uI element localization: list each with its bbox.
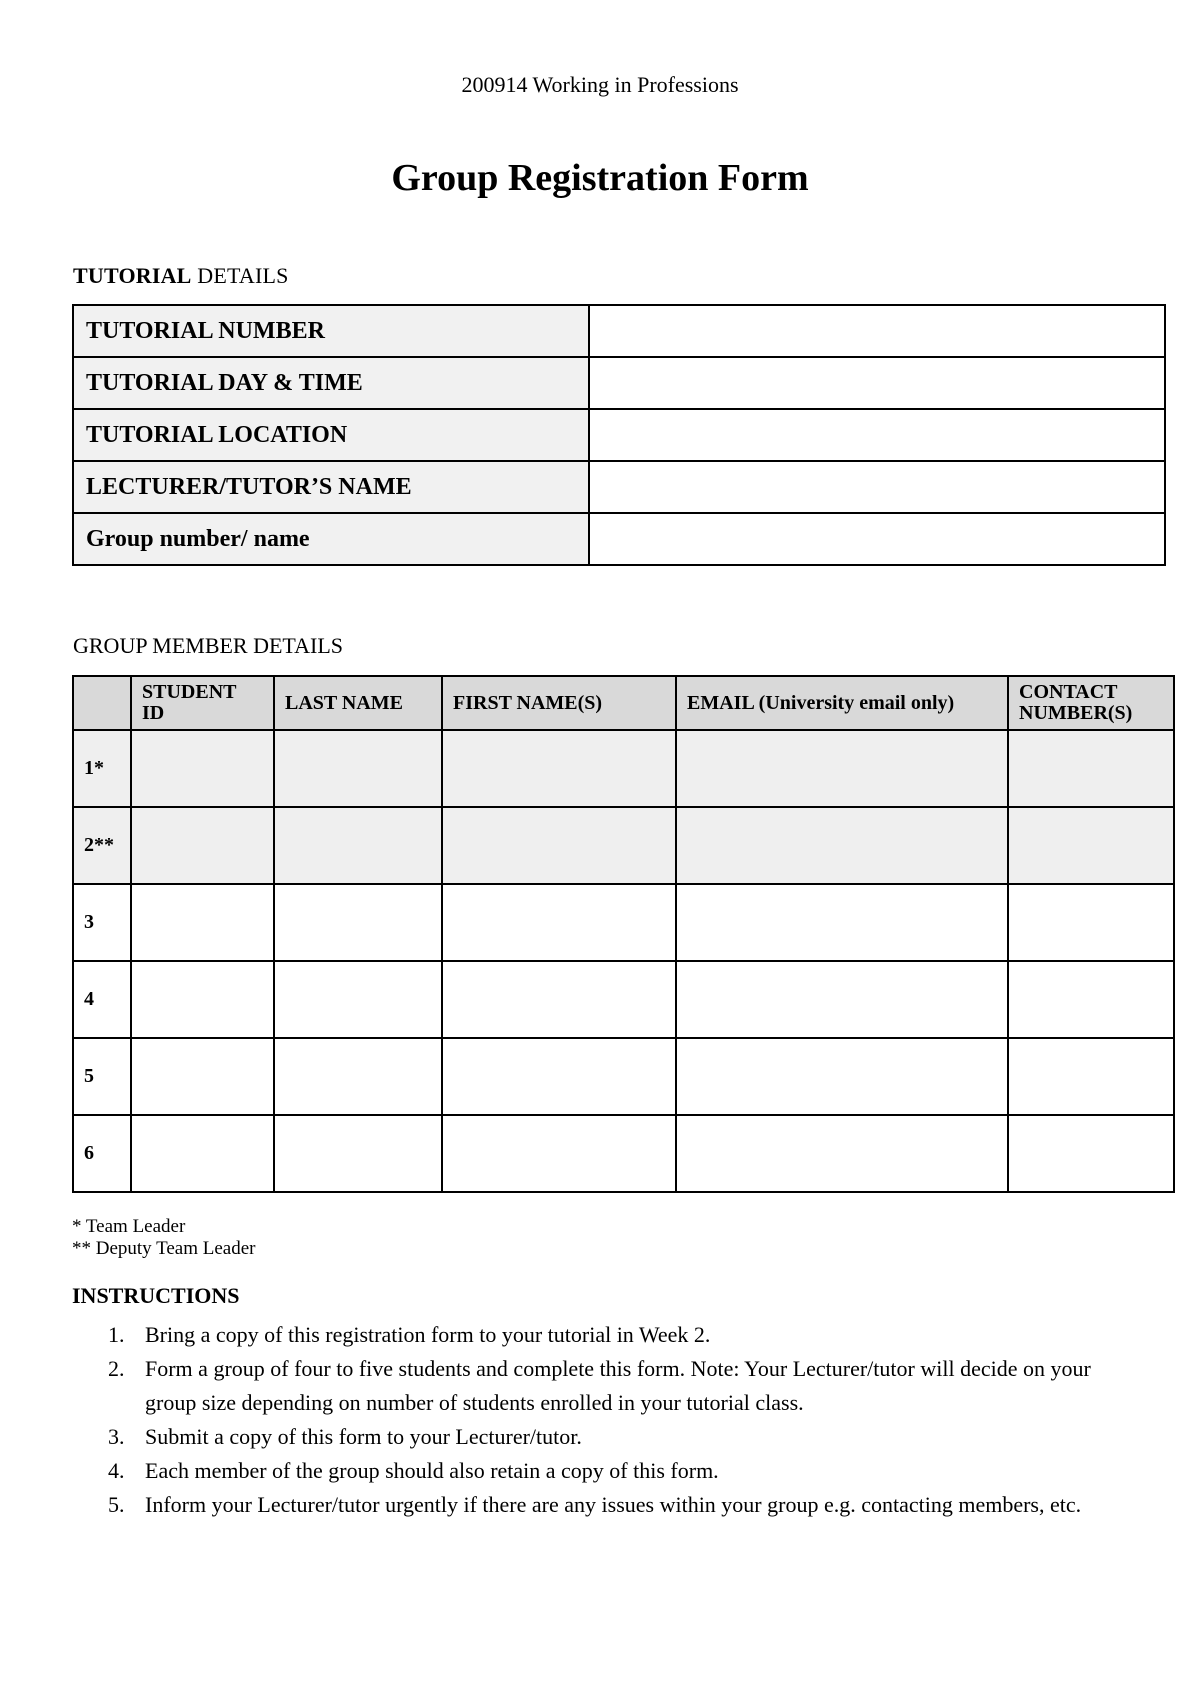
first-name-cell[interactable] bbox=[442, 1038, 676, 1115]
col-header-student-id: STUDENT ID bbox=[131, 676, 274, 730]
member-row bbox=[73, 1115, 1174, 1192]
instructions-heading: INSTRUCTIONS bbox=[72, 1283, 240, 1308]
member-row-number: 4 bbox=[73, 961, 131, 1038]
tutorial-row-group bbox=[73, 513, 1165, 565]
first-name-cell[interactable] bbox=[442, 807, 676, 884]
instruction-number: 2. bbox=[108, 1356, 125, 1381]
student-id-cell[interactable] bbox=[131, 884, 274, 961]
member-row bbox=[73, 961, 1174, 1038]
tutorial-details-table bbox=[72, 304, 1166, 566]
email-cell[interactable] bbox=[676, 961, 1008, 1038]
last-name-cell[interactable] bbox=[274, 807, 442, 884]
email-cell[interactable] bbox=[676, 884, 1008, 961]
tutorial-location-label: TUTORIAL LOCATION bbox=[73, 409, 589, 461]
student-id-cell[interactable] bbox=[131, 961, 274, 1038]
instruction-item bbox=[72, 1420, 1132, 1454]
first-name-cell[interactable] bbox=[442, 1115, 676, 1192]
email-cell[interactable] bbox=[676, 1115, 1008, 1192]
col-header-contact: CONTACT NUMBER(S) bbox=[1008, 676, 1174, 730]
contact-cell[interactable] bbox=[1008, 1038, 1174, 1115]
footnotes bbox=[72, 1216, 256, 1260]
member-details-heading: GROUP MEMBER DETAILS bbox=[73, 633, 343, 658]
email-cell[interactable] bbox=[676, 1038, 1008, 1115]
group-name-label: Group number/ name bbox=[73, 513, 589, 565]
instruction-text: Inform your Lecturer/tutor urgently if there are any issues within your group e.g. contacting members, etc. bbox=[145, 1492, 1082, 1517]
col-header-email: EMAIL (University email only) bbox=[676, 676, 1008, 730]
instruction-number: 5. bbox=[108, 1492, 125, 1517]
tutorial-row-number bbox=[73, 305, 1165, 357]
deputy-leader-note: ** Deputy Team Leader bbox=[72, 1238, 256, 1259]
tutorial-day-time-label: TUTORIAL DAY & TIME bbox=[73, 357, 589, 409]
group-name-field[interactable] bbox=[589, 513, 1165, 565]
first-name-cell[interactable] bbox=[442, 730, 676, 807]
last-name-cell[interactable] bbox=[274, 1115, 442, 1192]
col-header-first-name: FIRST NAME(S) bbox=[442, 676, 676, 730]
instruction-item bbox=[72, 1352, 1132, 1420]
instruction-text: Each member of the group should also retain a copy of this form. bbox=[145, 1458, 719, 1483]
tutorial-heading-bold: TUTORIAL bbox=[73, 263, 192, 288]
last-name-cell[interactable] bbox=[274, 730, 442, 807]
contact-cell[interactable] bbox=[1008, 1115, 1174, 1192]
member-details-table bbox=[72, 675, 1175, 1193]
email-cell[interactable] bbox=[676, 807, 1008, 884]
member-row bbox=[73, 807, 1174, 884]
instruction-item bbox=[72, 1488, 1132, 1522]
member-row-number: 5 bbox=[73, 1038, 131, 1115]
member-row-number: 3 bbox=[73, 884, 131, 961]
member-row bbox=[73, 884, 1174, 961]
instruction-text: Submit a copy of this form to your Lecturer/tutor. bbox=[145, 1424, 582, 1449]
student-id-cell[interactable] bbox=[131, 807, 274, 884]
team-leader-note: * Team Leader bbox=[72, 1216, 186, 1237]
email-cell[interactable] bbox=[676, 730, 1008, 807]
tutorial-location-field[interactable] bbox=[589, 409, 1165, 461]
tutorial-details-heading bbox=[73, 263, 289, 289]
contact-cell[interactable] bbox=[1008, 961, 1174, 1038]
student-id-cell[interactable] bbox=[131, 1115, 274, 1192]
instruction-number: 3. bbox=[108, 1424, 125, 1449]
contact-cell[interactable] bbox=[1008, 807, 1174, 884]
member-row-number: 6 bbox=[73, 1115, 131, 1192]
member-row bbox=[73, 730, 1174, 807]
instruction-item bbox=[72, 1454, 1132, 1488]
unit-code: 200914 Working in Professions bbox=[461, 72, 739, 97]
tutorial-row-tutor bbox=[73, 461, 1165, 513]
last-name-cell[interactable] bbox=[274, 961, 442, 1038]
tutorial-number-field[interactable] bbox=[589, 305, 1165, 357]
instruction-number: 4. bbox=[108, 1458, 125, 1483]
instruction-text: Bring a copy of this registration form to your tutorial in Week 2. bbox=[145, 1322, 711, 1347]
contact-cell[interactable] bbox=[1008, 730, 1174, 807]
first-name-cell[interactable] bbox=[442, 961, 676, 1038]
member-header-row bbox=[73, 676, 1174, 730]
instruction-text: Form a group of four to five students and complete this form. Note: Your Lecturer/tutor will decide on your group size depending on number of students enrolled in your tutorial class. bbox=[145, 1356, 1091, 1415]
tutorial-day-time-field[interactable] bbox=[589, 357, 1165, 409]
tutorial-number-label: TUTORIAL NUMBER bbox=[73, 305, 589, 357]
tutorial-row-day-time bbox=[73, 357, 1165, 409]
member-row-number: 1* bbox=[73, 730, 131, 807]
col-header-last-name: LAST NAME bbox=[274, 676, 442, 730]
member-row bbox=[73, 1038, 1174, 1115]
last-name-cell[interactable] bbox=[274, 884, 442, 961]
last-name-cell[interactable] bbox=[274, 1038, 442, 1115]
student-id-cell[interactable] bbox=[131, 1038, 274, 1115]
student-id-cell[interactable] bbox=[131, 730, 274, 807]
contact-cell[interactable] bbox=[1008, 884, 1174, 961]
col-header-number bbox=[73, 676, 131, 730]
tutorial-row-location bbox=[73, 409, 1165, 461]
form-title: Group Registration Form bbox=[391, 157, 809, 199]
instruction-number: 1. bbox=[108, 1322, 125, 1347]
tutorial-heading-rest: DETAILS bbox=[191, 263, 289, 288]
tutor-name-field[interactable] bbox=[589, 461, 1165, 513]
tutor-name-label: LECTURER/TUTOR’S NAME bbox=[73, 461, 589, 513]
member-row-number: 2** bbox=[73, 807, 131, 884]
instructions-list bbox=[72, 1318, 1132, 1522]
first-name-cell[interactable] bbox=[442, 884, 676, 961]
instruction-item bbox=[72, 1318, 1132, 1352]
